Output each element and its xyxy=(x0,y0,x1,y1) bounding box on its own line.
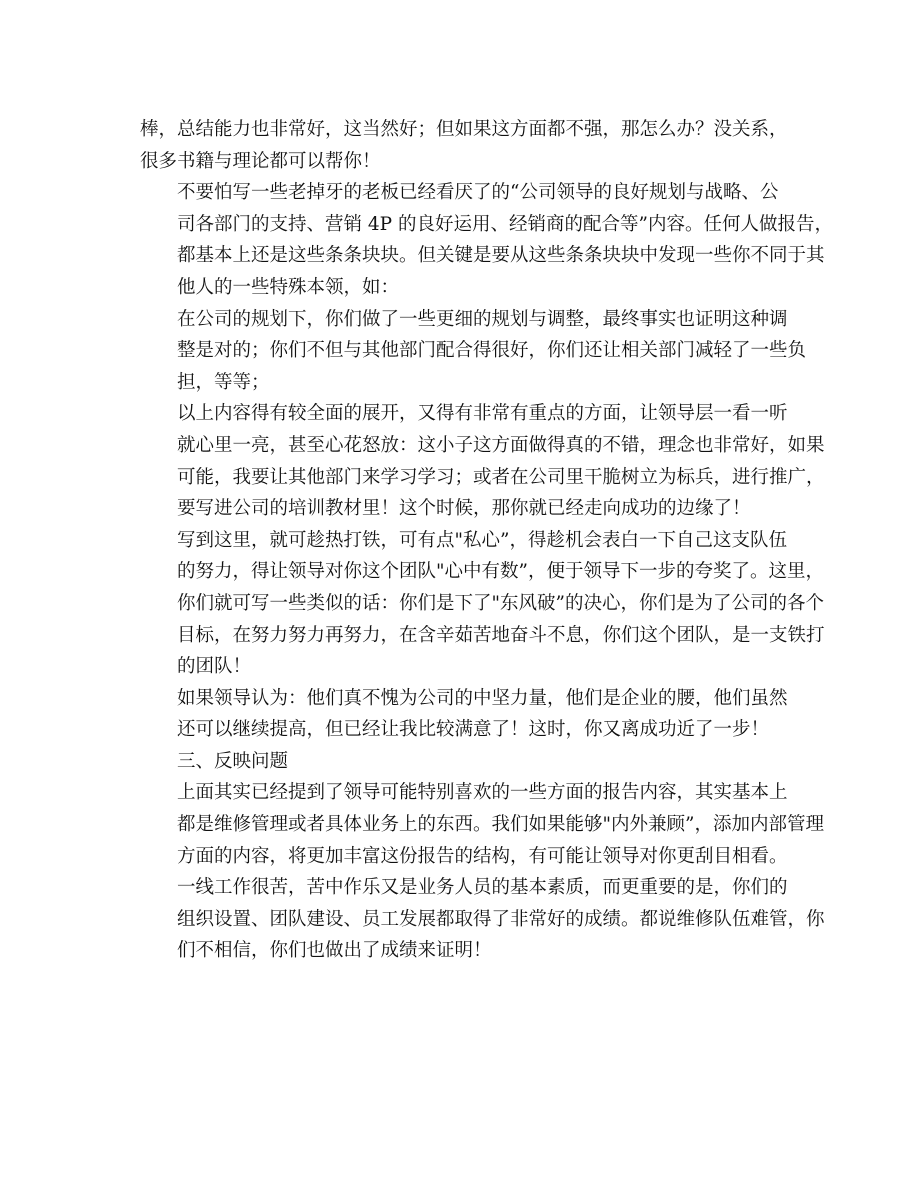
text-line: 的努力，得让领导对你这个团队"心中有数”，便于领导下一步的夸奖了。这里， xyxy=(177,561,824,583)
text-line: 目标，在努力努力再努力，在含辛茹苦地奋斗不息，你们这个团队，是一支铁打 xyxy=(177,624,825,646)
text-line: 如果领导认为：他们真不愧为公司的中坚力量，他们是企业的腰，他们虽然 xyxy=(177,687,788,709)
paragraph xyxy=(140,525,825,683)
text-line: 很多书籍与理论都可以帮你！ xyxy=(140,150,381,172)
text-line: 以上内容得有较全面的展开，又得有非常有重点的方面，让领导层一看一听 xyxy=(177,403,788,425)
text-line: 不要怕写一些老掉牙的老板已经看厌了的“公司领导的良好规划与战略、公 xyxy=(177,182,779,204)
text-line: 组织设置、团队建设、员工发展都取得了非常好的成绩。都说维修队伍难管，你 xyxy=(177,908,825,930)
paragraph xyxy=(140,683,790,746)
text-line: 司各部门的支持、营销 4P 的良好运用、经销商的配合等”内容。任何人做报告， xyxy=(177,213,833,235)
paragraph xyxy=(140,777,824,872)
paragraph xyxy=(140,177,833,303)
text-line: 还可以继续提高，但已经让我比较满意了！这时，你又离成功近了一步！ xyxy=(177,719,770,741)
text-line: 棒，总结能力也非常好，这当然好；但如果这方面都不强，那怎么办？没关系， xyxy=(140,119,788,140)
paragraph xyxy=(140,304,807,399)
text-line: 他人的一些特殊本领，如： xyxy=(177,276,400,298)
text-line: 都是维修管理或者具体业务上的东西。我们如果能够"内外兼顾”，添加内部管理 xyxy=(177,814,824,836)
document-body xyxy=(140,114,833,967)
text-line: 担，等等； xyxy=(177,371,270,393)
paragraph xyxy=(140,114,790,177)
text-line: 们不相信，你们也做出了成绩来证明！ xyxy=(177,940,492,962)
text-line: 你们就可写一些类似的话：你们是下了"东风破”的决心，你们是为了公司的各个 xyxy=(177,592,824,614)
text-line: 三、反映问题 xyxy=(177,750,289,772)
text-line: 写到这里，就可趁热打铁，可有点"私心”，得趁机会表白一下自己这支队伍 xyxy=(177,529,787,551)
paragraph xyxy=(140,746,790,778)
paragraph xyxy=(140,872,825,967)
text-line: 方面的内容，将更加丰富这份报告的结构，有可能让领导对你更刮目相看。 xyxy=(177,845,788,867)
text-line: 在公司的规划下，你们做了一些更细的规划与调整，最终事实也证明这种调 xyxy=(177,308,788,330)
text-line: 可能，我要让其他部门来学习学习；或者在公司里干脆树立为标兵，进行推广， xyxy=(177,466,825,488)
text-line: 一线工作很苦，苦中作乐又是业务人员的基本素质，而更重要的是，你们的 xyxy=(177,877,788,899)
text-line: 整是对的；你们不但与其他部门配合得很好，你们还让相关部门减轻了一些负 xyxy=(177,340,807,362)
text-line: 就心里一亮，甚至心花怒放：这小子这方面做得真的不错，理念也非常好，如果 xyxy=(177,434,825,456)
text-line: 要写进公司的培训教材里！这个时候，那你就已经走向成功的边缘了！ xyxy=(177,498,751,520)
text-line: 的团队！ xyxy=(177,656,252,678)
text-line: 都基本上还是这些条条块块。但关键是要从这些条条块块中发现一些你不同于其 xyxy=(177,245,825,267)
text-line: 上面其实已经提到了领导可能特别喜欢的一些方面的报告内容，其实基本上 xyxy=(177,782,788,804)
paragraph xyxy=(140,398,825,524)
